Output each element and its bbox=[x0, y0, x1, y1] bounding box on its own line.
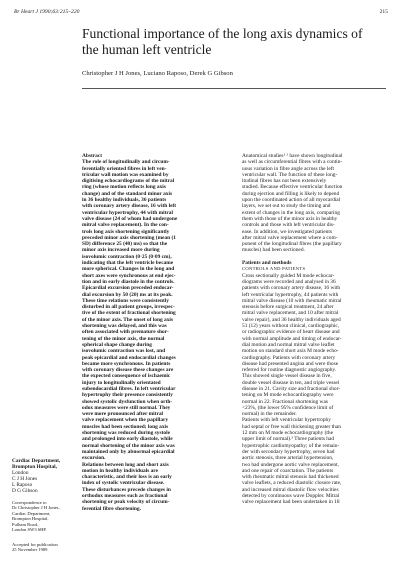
body-line: mitral valve replacement, and 10 after mitral bbox=[242, 310, 339, 317]
abstract-line: of the minor axis. The onset of long axis bbox=[82, 316, 173, 323]
abstract-line: shortening or peak velocity of circum- bbox=[82, 499, 170, 506]
body-line: detected by continuous wave Doppler. Mitral bbox=[242, 493, 340, 500]
body-line: as well as circumferential fibres with a contin- bbox=[242, 159, 343, 166]
abstract-line: These time relations were consistently bbox=[82, 297, 169, 304]
body-line: dial motion and normal mitral valve leaflet bbox=[242, 341, 335, 348]
abstract-line: tricular wall motion was examined by bbox=[82, 171, 169, 178]
body-line: der with secondary hypertrophy, seven had bbox=[242, 448, 335, 455]
abstract-line: subendocardial fibres. In left ventricular bbox=[82, 385, 176, 392]
body-line: stenosis before surgical treatment, 24 after bbox=[242, 304, 334, 311]
accepted-line: 25 November 1989 bbox=[12, 547, 48, 553]
body-line: disease had presented angina and were those bbox=[242, 360, 339, 367]
abstract-line: preceded minor axis shortening (mean (1 bbox=[82, 234, 176, 241]
body-line: aortic stenosis, three arterial hypertension, bbox=[242, 455, 334, 462]
body-line: ponent of the longitudinal fibres (the papillary bbox=[242, 241, 342, 248]
correspondence-line: Cardiac Department, bbox=[12, 510, 51, 516]
body-line: studied. Because effective ventricular function bbox=[242, 184, 343, 191]
body-line: 51 (12) years without clinical, cardiographic, bbox=[242, 323, 340, 330]
abstract-line: shortening was delayed, and this was bbox=[82, 323, 167, 330]
correspondence-line: Correspondence to bbox=[12, 500, 47, 505]
abstract-line: injury to longitudinally orientated bbox=[82, 379, 161, 386]
body-line: uous variation in fibre angle across the left bbox=[242, 165, 335, 172]
body-line: valve leaflets, a reduced diastolic closure rate, bbox=[242, 480, 342, 487]
abstract-line: ring (whose motion reflects long axis bbox=[82, 184, 166, 191]
abstract-line: shortening was reduced during systole bbox=[82, 430, 170, 437]
abstract-line: valve replacement when the papillary bbox=[82, 417, 169, 424]
body-line: 12 mm on M mode echocardiography (the bbox=[242, 430, 334, 437]
running-header bbox=[14, 9, 388, 19]
abstract-line: Relations between long and short axis bbox=[82, 461, 169, 468]
abstract-line: spherical shape change during bbox=[82, 341, 152, 348]
abstract-line: valve disease (24 of whom had undergone bbox=[82, 215, 178, 222]
body-line: muscles) had been sectioned. bbox=[242, 247, 305, 254]
abstract-line: change) and of the standard minor axis bbox=[82, 190, 173, 197]
abstract-line: minor axis increased more during bbox=[82, 247, 160, 254]
body-line: left ventricular hypertrophy, 44 patients with bbox=[242, 291, 339, 298]
abstract-line: isovolumic contraction (0·25 (0·09 cm), bbox=[82, 253, 172, 260]
article-title: Functional importance of the long axis dynamics of the human left ventricle bbox=[82, 26, 363, 57]
body-line: with normal amplitude and timing of endocar- bbox=[242, 335, 342, 342]
body-line: motion on standard short axis M mode echo- bbox=[242, 348, 339, 355]
abstract-line: ferentially oriented fibres in left ven- bbox=[82, 165, 167, 172]
abstract-line: The role of longitudinally and circum- bbox=[82, 159, 170, 166]
abstract-line: in 36 healthy individuals, 36 patients bbox=[82, 197, 167, 204]
body-line: double vessel disease in ten, and triple vessel bbox=[242, 379, 340, 386]
page-number: 215 bbox=[379, 9, 388, 15]
body-line: ventricular wall. The function of these long- bbox=[242, 171, 338, 178]
abstract-line: became more synchronous. In patients bbox=[82, 360, 171, 367]
abstract-line: tening of the minor axis, the normal bbox=[82, 335, 165, 342]
abstract-line: index of systolic ventricular disease. bbox=[82, 480, 165, 487]
body-line: and increased mitral diastolic flow velocities bbox=[242, 486, 339, 493]
correspondence-block bbox=[12, 500, 80, 532]
affiliation-line: Cardiac Department, bbox=[12, 458, 61, 464]
body-line: and one repair of coarctation. The patients bbox=[242, 467, 334, 474]
body-line: Cross sectionally guided M mode echocar- bbox=[242, 272, 335, 279]
abstract-line: dial excursion by 50 (20) ms at its peak. bbox=[82, 291, 173, 298]
abstract-line: showed systolic dysfunction when orth- bbox=[82, 398, 173, 405]
body-line: This showed single vessel disease in five, bbox=[242, 373, 332, 380]
affiliation-line: London bbox=[12, 470, 29, 476]
body-line: itudinal fibres has not been extensively bbox=[242, 178, 327, 185]
body-column bbox=[242, 153, 390, 506]
abstract-line: more spherical. Changes in the long and bbox=[82, 266, 175, 273]
body-line: with rheumatic mitral stenosis had thickened bbox=[242, 474, 339, 481]
abstract-line: Epicardial excursion preceded endocar- bbox=[82, 285, 174, 292]
body-line: normal) in the remainder. bbox=[242, 411, 297, 418]
section-heading: Patients and methods bbox=[242, 260, 292, 267]
journal-citation: Br Heart J 1990;63:215–220 bbox=[14, 9, 80, 15]
body-line: <23%, (the lower 95% confidence limit of bbox=[242, 404, 334, 411]
abstract-line: characteristic, and their loss is an early bbox=[82, 474, 172, 481]
correspondence-line: London SW3 6HP. bbox=[12, 527, 47, 533]
abstract-line: indicating that the left ventricle became bbox=[82, 260, 174, 267]
body-line: normal in 22. Fractional shortening was bbox=[242, 398, 328, 405]
abstract-line: motion in healthy individuals are bbox=[82, 467, 158, 474]
body-line: layers, we set out to study the timing and bbox=[242, 203, 331, 210]
body-line: controls and those with left ventricular dis- bbox=[242, 222, 335, 229]
abstract-line: normal shortening of the minor axis was bbox=[82, 442, 175, 449]
abstract-line: digitising echocardiograms of the mitral bbox=[82, 178, 175, 185]
accepted-line: Accepted for publication bbox=[12, 542, 58, 547]
affiliation-line: Brompton Hospital, bbox=[12, 464, 57, 470]
abstract-line: muscles had been sectioned; long axis bbox=[82, 423, 169, 430]
body-line: Anatomical studies¹ ² have shown longitudinal bbox=[242, 153, 343, 159]
body-line: disease in 21. Cavity size and fractional shor- bbox=[242, 385, 341, 392]
body-line: upper limit of normal).³ Three patients had bbox=[242, 436, 335, 443]
abstract-line: short axes were synchronous at end ejec- bbox=[82, 272, 176, 279]
affiliation-line: L Raposo bbox=[12, 482, 33, 488]
abstract-line: SD) difference 25 (40) ms) so that the bbox=[82, 241, 168, 248]
abstract-line: with coronary artery disease, 16 with left bbox=[82, 203, 177, 210]
body-line: had septal or free wall thickening greater than bbox=[242, 423, 341, 430]
affiliation-block bbox=[12, 458, 78, 494]
body-line: mitral valve disease (10 with rheumatic mitral bbox=[242, 297, 342, 304]
body-line: them with those of the minor axis in healthy bbox=[242, 215, 338, 222]
abstract-line: isovolumic contraction was lost, and bbox=[82, 348, 166, 355]
correspondence-line: Dr Christopher J H Jones, bbox=[12, 505, 60, 511]
body-line: upon the coordinated action of all myocardial bbox=[242, 197, 341, 204]
abstract-line: excursion. bbox=[82, 455, 106, 462]
body-line: extent of changes in the long axis, comparing bbox=[242, 209, 340, 216]
accepted-block bbox=[12, 542, 80, 553]
correspondence-line: Fulham Road, bbox=[12, 521, 39, 527]
body-line: referred for routine diagnostic angiography. bbox=[242, 367, 337, 374]
title-divider bbox=[82, 88, 386, 89]
abstract-column bbox=[82, 153, 233, 512]
body-line: after mitral valve replacement where a com- bbox=[242, 234, 338, 241]
body-line: ease. In addition, we investigated patients bbox=[242, 228, 332, 235]
abstract-line: tive of the extent of fractional shortening bbox=[82, 310, 176, 317]
abstract-line: ventricular hypertrophy, 44 with mitral bbox=[82, 209, 173, 216]
abstract-line: maintained only by abnormal epicardial bbox=[82, 448, 175, 455]
abstract-line: were more pronounced after mitral bbox=[82, 411, 164, 418]
body-line: diograms were recorded and analysed in 36 bbox=[242, 278, 336, 285]
body-line: tening on M mode echocardiography were bbox=[242, 392, 334, 399]
body-line: two had undergone aortic valve replacement, bbox=[242, 461, 339, 468]
abstract-line: disturbed in all patient groups, irrespec- bbox=[82, 304, 175, 311]
abstract-line: ferential fibre shortening. bbox=[82, 505, 141, 512]
abstract-line: trols long axis shortening significantly bbox=[82, 228, 170, 235]
affiliation-line: D G Gibson bbox=[12, 488, 38, 494]
body-line: patients with coronary artery disease, 16 with bbox=[242, 285, 341, 292]
abstract-line: mitral valve replacement). In the con- bbox=[82, 222, 169, 229]
correspondence-line: Brompton Hospital, bbox=[12, 516, 49, 522]
body-line: or radiographic evidence of heart disease and bbox=[242, 329, 340, 336]
abstract-line: with coronary disease these changes are bbox=[82, 367, 174, 374]
abstract-line: the expected consequence of ischaemic bbox=[82, 373, 171, 380]
body-line: hypertrophic cardiomyopathy; of the remain- bbox=[242, 442, 340, 449]
abstract-heading: Abstract bbox=[82, 153, 103, 159]
body-line: valve repair), and 36 healthy individuals aged bbox=[242, 316, 341, 323]
abstract-line: These disturbances precede changes in bbox=[82, 486, 171, 493]
body-line: during ejection and filling is likely to depend bbox=[242, 190, 340, 197]
abstract-line: peak epicardial and endocardial changes bbox=[82, 354, 176, 361]
body-line: cardiography. Patients with coronary artery bbox=[242, 354, 336, 361]
subsection-heading: CONTROLS AND PATIENTS bbox=[242, 266, 306, 272]
abstract-line: odox measures were still normal. They bbox=[82, 404, 171, 411]
affiliation-line: C J H Jones bbox=[12, 476, 38, 482]
abstract-line: hypertrophy their presence consistently bbox=[82, 392, 173, 399]
body-line: Patients with left ventricular hypertrophy bbox=[242, 417, 331, 424]
abstract-line: tion and in early diastole in the controls. bbox=[82, 278, 175, 285]
author-list: Christopher J H Jones, Luciano Raposo, Derek G Gibson bbox=[82, 70, 233, 77]
body-line: valve replacement had been undertaken in 18 bbox=[242, 499, 340, 506]
abstract-line: and prolonged into early diastole, while bbox=[82, 436, 173, 443]
abstract-line: orthodox measures such as fractional bbox=[82, 493, 168, 500]
abstract-line: often associated with premature shor- bbox=[82, 329, 169, 336]
